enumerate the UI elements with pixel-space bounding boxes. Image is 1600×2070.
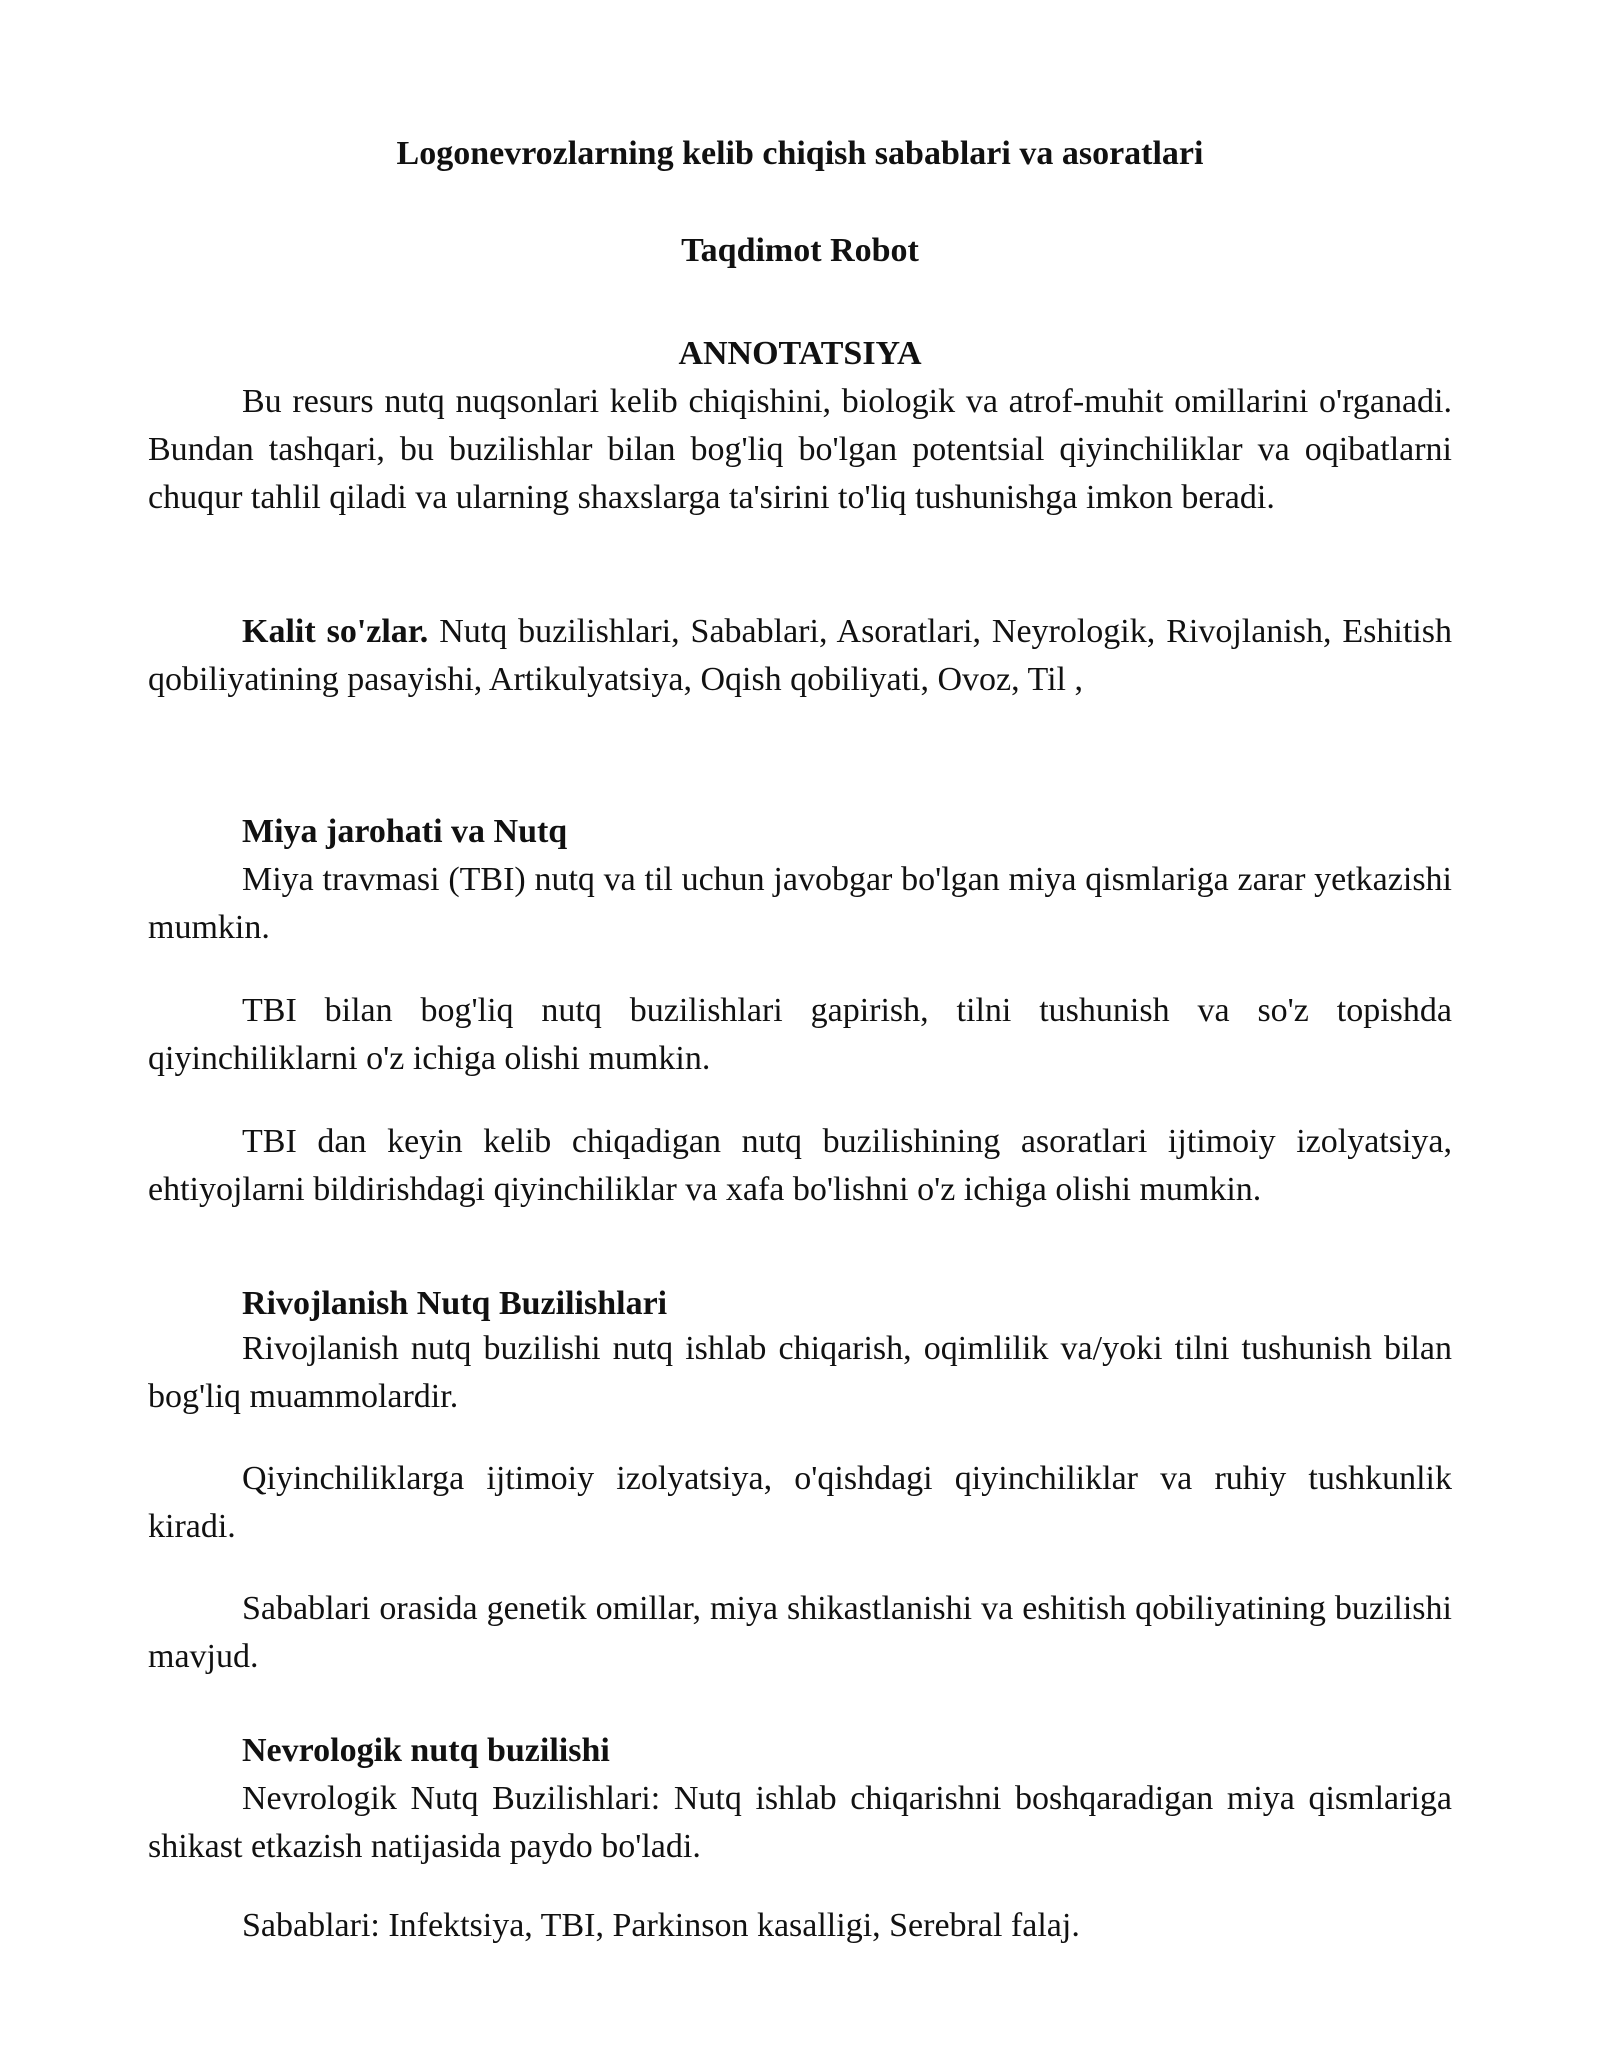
section-heading-neurological: Nevrologik nutq buzilishi	[242, 1732, 610, 1769]
section-paragraph: TBI bilan bog'liq nutq buzilishlari gapirish, tilni tushunish va so'z topishda qiyinchiliklarni o'z ichiga olishi mumkin.	[148, 992, 1452, 1077]
section-paragraph: Sabablari orasida genetik omillar, miya shikastlanishi va eshitish qobiliyatining buzilishi mavjud.	[148, 1590, 1452, 1675]
section-paragraph: Sabablari: Infektsiya, TBI, Parkinson kasalligi, Serebral falaj.	[242, 1907, 1080, 1944]
section-heading-brain-injury: Miya jarohati va Nutq	[242, 813, 568, 850]
section-paragraph: Rivojlanish nutq buzilishi nutq ishlab chiqarish, oqimlilik va/yoki tilni tushunish bilan bog'liq muammolardir.	[148, 1330, 1452, 1415]
keywords-paragraph	[148, 608, 1452, 704]
document-author: Taqdimot Robot	[681, 232, 919, 269]
section-paragraph: Miya travmasi (TBI) nutq va til uchun javobgar bo'lgan miya qismlariga zarar yetkazishi mumkin.	[148, 861, 1452, 946]
keywords-label: Kalit so'zlar.	[242, 613, 429, 650]
annotation-heading: ANNOTATSIYA	[678, 335, 922, 372]
annotation-paragraph: Bu resurs nutq nuqsonlari kelib chiqishini, biologik va atrof-muhit omillarini o'rganadi. Bundan tashqari, bu buzilishlar bilan bog'liq bo'lgan potentsial qiyinchiliklar va oqibatlarni chuqur tahlil qiladi va ularning shaxslarga ta'sirini to'liq tushunishga imkon beradi.	[148, 383, 1452, 516]
section-heading-developmental: Rivojlanish Nutq Buzilishlari	[242, 1285, 668, 1322]
section-paragraph: Nevrologik Nutq Buzilishlari: Nutq ishlab chiqarishni boshqaradigan miya qismlariga shikast etkazish natijasida paydo bo'ladi.	[148, 1780, 1452, 1865]
keywords-list: Nutq buzilishlari, Sabablari, Asoratlari, Neyrologik, Rivojlanish, Eshitish qobiliyatining pasayishi, Artikulyatsiya, Oqish qobiliyati, Ovoz, Til ,	[148, 613, 1452, 698]
document-title: Logonevrozlarning kelib chiqish sabablari va asoratlari	[396, 135, 1204, 172]
section-paragraph: Qiyinchiliklarga ijtimoiy izolyatsiya, o'qishdagi qiyinchiliklar va ruhiy tushkunlik kiradi.	[148, 1460, 1452, 1545]
section-paragraph: TBI dan keyin kelib chiqadigan nutq buzilishining asoratlari ijtimoiy izolyatsiya, ehtiyojlarni bildirishdagi qiyinchiliklar va xafa bo'lishni o'z ichiga olishi mumkin.	[148, 1123, 1452, 1208]
